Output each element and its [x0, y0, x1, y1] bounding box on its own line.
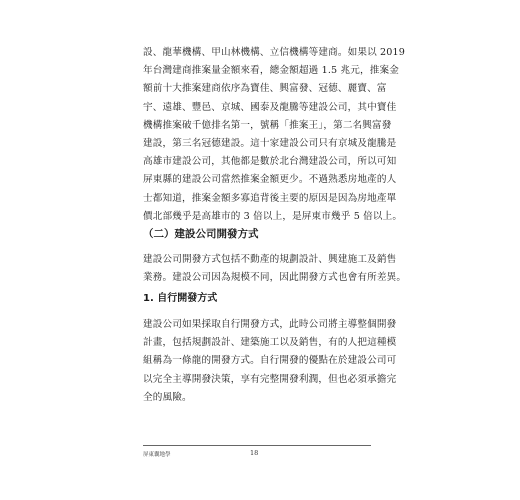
text-line: 組稱為一條龍的開發方式。自行開發的優點在於建設公司可: [143, 355, 397, 367]
page-number: 18: [250, 449, 259, 457]
text-line: 高雄市建設公司，其他都是數於北台灣建設公司，所以可知: [143, 156, 397, 168]
text-line: 全的風險。: [143, 391, 192, 403]
subsection-heading: 1. 自行開發方式: [143, 293, 218, 304]
text-line: 建設公司如果採取自行開發方式，此時公司將主導整個開發: [143, 319, 397, 330]
paragraph-developers-ranking: [143, 44, 406, 226]
text-line: 計畫，包括規劃設計、建築施工以及銷售，有的人把這種模: [143, 337, 397, 349]
text-line: 屏東縣的建設公司當然推案金額更少。不過熟悉房地產的人: [143, 174, 397, 186]
paragraph-development-methods: [143, 251, 407, 287]
text-line: 業務。建設公司因為規模不同，因此開發方式也會有所差異。: [143, 272, 407, 284]
text-line: 機構推案破千億排名第一，號稱「推案王」，第二名興富發: [143, 119, 392, 131]
text-line: 建設，第三名冠德建設。這十家建設公司只有京城及龍騰是: [143, 138, 397, 150]
text-line: 額前十大推案建商依序為寶佳、興富發、冠德、麗寶、富: [143, 83, 387, 95]
text-line: 宇、遠雄、豐邑、京城、國泰及龍騰等建設公司，其中寶佳: [143, 101, 397, 113]
text-line: 以完全主導開發決策，享有完整開發利潤，但也必須承擔完: [143, 373, 397, 385]
text-line: 士都知道，推案金額多寡追背後主要的原因是因為房地產單: [143, 192, 397, 204]
footer-divider: [143, 445, 371, 446]
body-text-block: [143, 44, 406, 226]
text-line: 價北部幾乎是高雄市的 3 倍以上，是屏東市幾乎 5 倍以上。: [143, 210, 403, 222]
section-heading: （二）建設公司開發方式: [143, 228, 259, 240]
text-line: 年台灣建商推案量金額來看，總金額超過 1.5 兆元，推案金: [143, 65, 399, 77]
paragraph-self-development: [143, 316, 397, 407]
text-line: 建設公司開發方式包括不動產的規劃設計、興建施工及銷售: [143, 254, 397, 265]
text-line: 設、龍華機構、甲山林機構、立信機構等建商。如果以 2019: [143, 47, 406, 58]
footer-running-title: 屏東囊地學: [143, 452, 171, 458]
